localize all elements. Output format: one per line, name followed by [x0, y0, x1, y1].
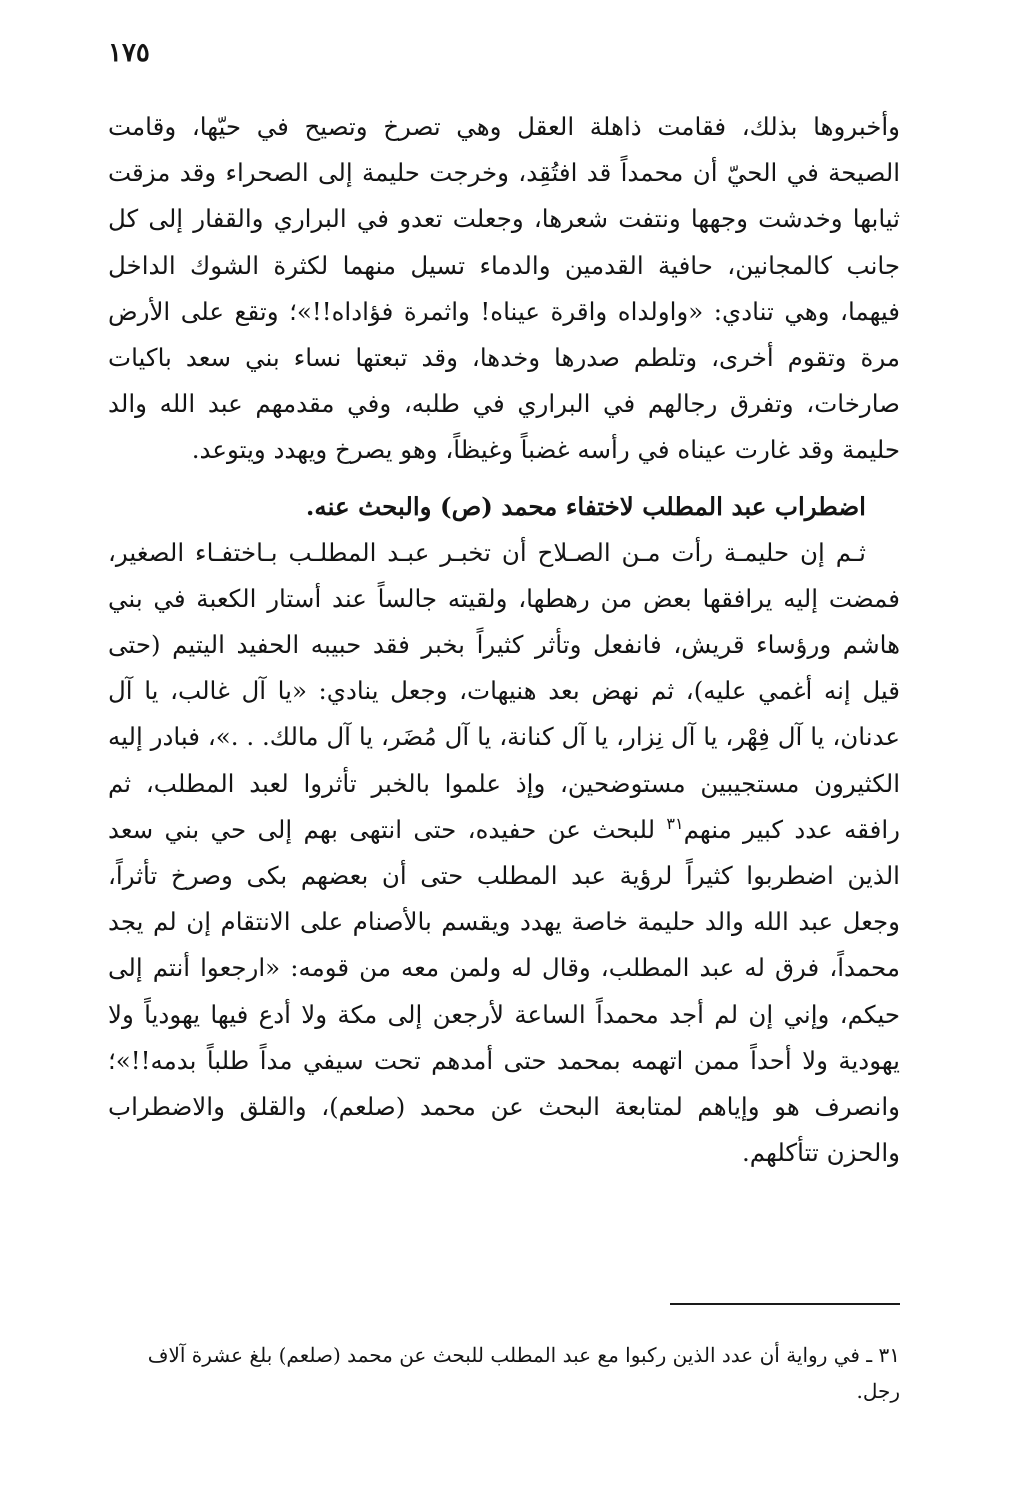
paragraph-1: وأخبروها بذلك، فقامت ذاهلة العقل وهي تصرخ وتصيح في حيّها، وقامت الصيحة في الحيّ أن محمداً قد افتُقِد، وخرجت حليمة إلى الصحراء وقد مزقت ثيابها وخدشت وجهها ونتفت شعرها، وجعلت تعدو في البراري والقفار إلى كل جانب كالمجانين، حافية القدمين والدماء تسيل منهما لكثرة الشوك الداخل فيهما، وهي تنادي: «واولداه واقرة عيناه! واثمرة فؤاداه!!»؛ وتقع على الأرض مرة وتقوم أخرى، وتلطم صدرها وخدها، وقد تبعتها نساء بني سعد باكيات صارخات، وتفرق رجالهم في البراري في طلبه، وفي مقدمهم عبد الله والد حليمة وقد غارت عيناه في رأسه غضباً وغيظاً، وهو يصرخ ويهدد ويتوعد.: [108, 112, 900, 465]
footnote-divider: [670, 1303, 900, 1305]
footnote-reference: ٣١: [666, 813, 684, 833]
footnote: ٣١ ـ في رواية أن عدد الذين ركبوا مع عبد المطلب للبحث عن محمد (صلعم) بلغ عشرة آلاف رجل.: [147, 1343, 900, 1403]
main-text: [108, 104, 900, 1176]
section-heading: اضطراب عبد المطلب لاختفاء محمد (ص) والبحث عنه.: [305, 491, 866, 521]
paragraph-2: [108, 530, 900, 1177]
paragraph-2-part-2: للبحث عن حفيده، حتى انتهى بهم إلى حي بني سعد الذين اضطربوا كثيراً لرؤية عبد المطلب حتى أن بعضهم بكى وصرخ تأثراً، وجعل عبد الله والد حليمة خاصة يهدد ويقسم بالأصنام على الانتقام إن لم يجد محمداً، فرق له عبد المطلب، وقال له ولمن معه من قومه: «ارجعوا أنتم إلى حيكم، وإني إن لم أجد محمداً الساعة لأرجعن إلى مكة ولا أدع فيها يهودياً ولا يهودية ولا أحداً ممن اتهمه بمحمد حتى أمدهم تحت سيفي مداً طلباً بدمه!!»؛ وانصرف هو وإياهم لمتابعة البحث عن محمد (صلعم)، والقلق والاضطراب والحزن تتأكلهم.: [108, 814, 900, 1168]
paragraph-2-part-1: ثـم إن حليمـة رأت مـن الصـلاح أن تخبـر عبـد المطلـب بـاختفـاء الصغير، فمضت إليه يرافقها بعض من رهطها، ولقيته جالساً عند أستار الكعبة في بني هاشم ورؤساء قريش، فانفعل وتأثر كثيراً بخبر فقد حبيبه الحفيد اليتيم (حتى قيل إنه أغمي عليه)، ثم نهض بعد هنيهات، وجعل ينادي: «يا آل غالب، يا آل عدنان، يا آل فِهْر، يا آل نِزار، يا آل كنانة، يا آل مُضَر، يا آل مالك. . .»، فبادر إليه الكثيرون مستجيبين مستوضحين، وإذ علموا بالخبر تأثروا لعبد المطلب، ثم رافقه عدد كبير منهم: [108, 537, 901, 844]
page-number: ١٧٥: [108, 38, 150, 68]
